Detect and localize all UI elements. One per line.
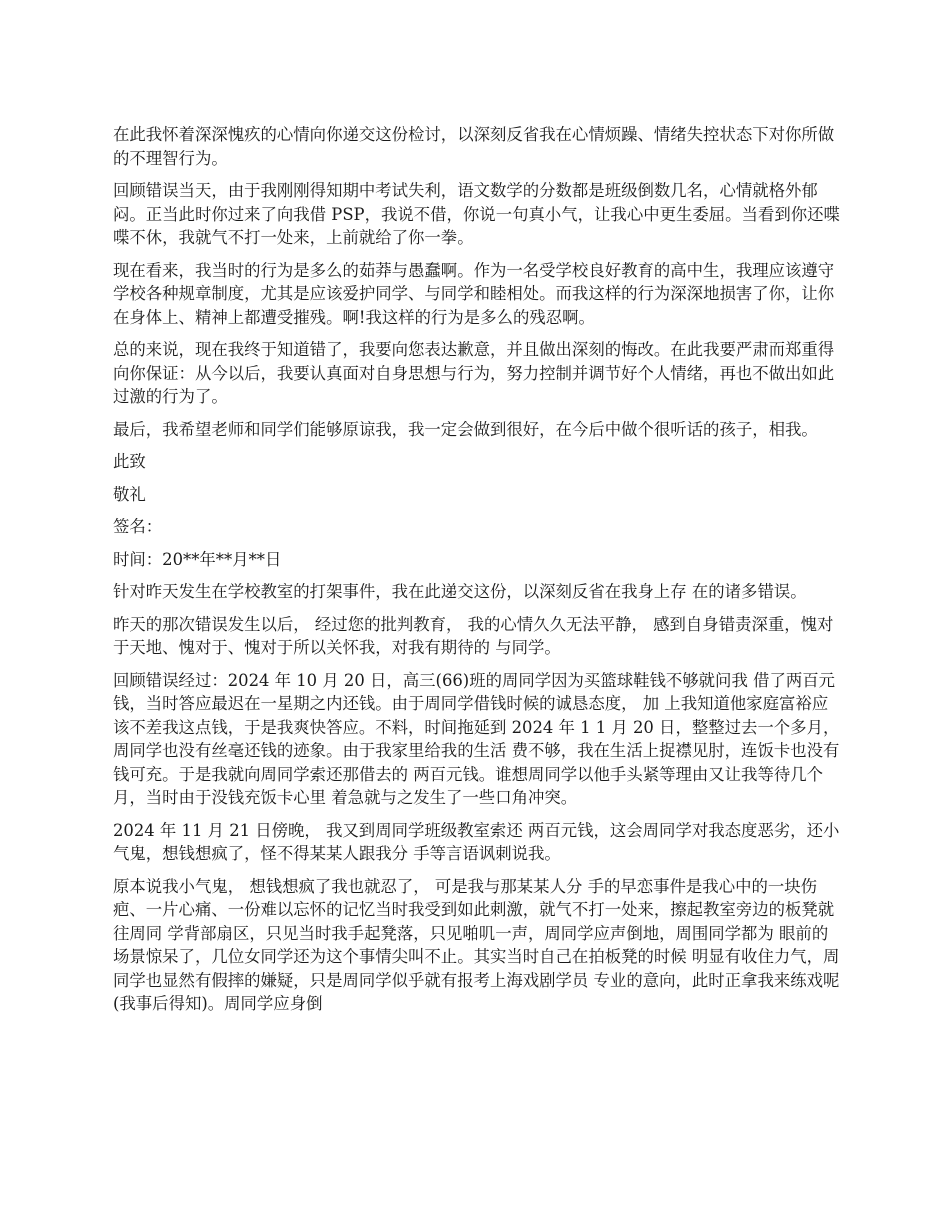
date-line: 时间：20**年**月**日 [113, 549, 282, 569]
paragraph-fight-details: 原本说我小气鬼， 想钱想疯了我也就忍了， 可是我与那某某人分 手的早恋事件是我心中的一块伤疤、一片心痛、一份难以忘怀的记忆当时我受到如此刺激，就气不打一处来，擦起教室旁边的板凳就往周同 学背部扇区，只见当时我手起凳落，只见啪叽一声，周同学应声倒地，周围同学都为 眼前的场景惊呆了，几位女同学还为这个事情尖叫不止。其实当时自己在拍板凳的时候 明显有收住力气，周同学也显然有假摔的嫌疑，只是周同学似乎就有报考上海戏剧学员 专业的意向，此时正拿我来练戏呢(我事后得知)。周同学应身倒 [113, 876, 840, 1013]
paragraph-summary-pledge: 总的来说，现在我终于知道错了，我要向您表达歉意，并且做出深刻的悔改。在此我要严肃而郑重得向你保证：从今以后，我要认真面对自身思想与行为，努力控制并调节好个人情绪，再也不做出如此过激的行为了。 [113, 340, 835, 406]
paragraph-evening-incident: 2024 年 11 月 21 日傍晚， 我又到周同学班级教室索还 两百元钱，这会周同学对我态度恶劣，还小气鬼，想钱想疯了，怪不得某某人跟我分 手等言语讽刺说我。 [113, 820, 840, 863]
paragraph-review-day: 回顾错误当天，由于我刚刚得知期中考试失利，语文数学的分数都是班级倒数几名，心情就格外郁闷。正当此时你过来了向我借 PSP，我说不借，你说一句真小气，让我心中更生委屈。当看到你还喋喋不休，我就气不打一处来，上前就给了你一拳。 [113, 181, 840, 247]
paragraph-second-letter-intro: 针对昨天发生在学校教室的打架事件，我在此递交这份，以深刻反省在我身上存 在的诸多错误。 [113, 582, 807, 601]
paragraph-reflection: 现在看来，我当时的行为是多么的茹莽与愚蠢啊。作为一名受学校良好教育的高中生，我理应该遵守学校各种规章制度，尤其是应该爱护同学、与同学和睦相处。而我这样的行为深深地损害了你，让你在身体上、精神上都遭受摧残。啊!我这样的行为是多么的残忍啊。 [113, 260, 835, 327]
salutation-jingli: 敬礼 [113, 484, 146, 504]
document-body [113, 123, 840, 1025]
paragraph-after-error: 昨天的那次错误发生以后， 经过您的批判教育， 我的心情久久无法平静， 感到自身错责深重，愧对于天地、愧对于、愧对于所以关怀我，对我有期待的 与同学。 [113, 614, 834, 657]
paragraph-closing-hope: 最后，我希望老师和同学们能够原谅我，我一定会做到很好，在今后中做个很听话的孩子，相我。 [113, 419, 818, 439]
signature-line: 签名： [113, 517, 163, 536]
paragraph-intro: 在此我怀着深深愧疚的心情向你递交这份检讨，以深刻反省我在心情烦躁、情绪失控状态下对你所做的不理智行为。 [113, 125, 835, 168]
salutation-cizhi: 此致 [113, 452, 146, 471]
paragraph-error-account: 回顾错误经过：2024 年 10 月 20 日，高三(66)班的周同学因为买篮球鞋钱不够就问我 借了两百元钱，当时答应最迟在一星期之内还钱。由于周同学借钱时候的诚恳态度， 加 上我知道他家庭富裕应该不差我这点钱，于是我爽快答应。不料，时间拖延到 2024 年 1 1 月 20 日，整整过去一个多月，周同学也没有丝毫还钱的迹象。由于我家里给我的生活 费不够，我在生活上捉襟见肘，连饭卡也没有钱可充。于是我就向周同学索还那借去的 两百元钱。谁想周同学以他手头紧等理由又让我等待几个月，当时由于没钱充饭卡心里 着急就与之发生了一些口角冲突。 [113, 670, 840, 807]
